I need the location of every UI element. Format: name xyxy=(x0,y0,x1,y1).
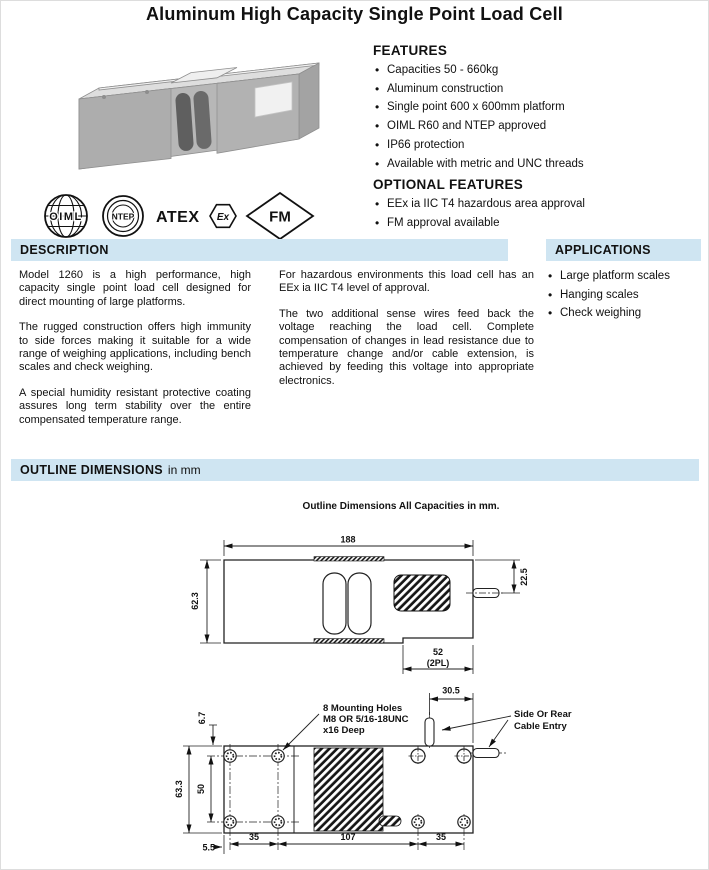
list-item: • FM approval available xyxy=(373,214,705,233)
dim-height-label: 62.3 xyxy=(190,592,200,610)
dim-hole-spacing-label: 50 xyxy=(196,783,206,795)
svg-text:x16 Deep: x16 Deep xyxy=(323,725,365,736)
cable-rear-entry xyxy=(473,749,499,758)
list-item: • Available with metric and UNC threads xyxy=(373,155,705,174)
outline-heading-suffix: in mm xyxy=(167,463,201,477)
list-item: • Check weighing xyxy=(546,304,706,323)
dim-cable-height-label: 22.5 xyxy=(519,568,529,586)
outline-dimensions-header xyxy=(11,459,699,481)
oiml-text: OIML xyxy=(49,211,83,223)
mounting-holes-note xyxy=(283,703,409,750)
product-photo xyxy=(59,57,324,195)
paragraph: For hazardous environments this load cell has an EEx ia IIC T4 level of approval. xyxy=(279,269,534,295)
applications-list xyxy=(546,267,706,323)
description-heading: DESCRIPTION xyxy=(20,243,109,257)
optional-features-heading: OPTIONAL FEATURES xyxy=(373,177,524,193)
svg-text:M8 OR 5/16-18UNC: M8 OR 5/16-18UNC xyxy=(323,714,409,725)
fm-logo xyxy=(247,193,313,239)
dim-hole-offset-label: 6.7 xyxy=(197,711,207,725)
mounting-hole xyxy=(272,816,284,828)
side-view xyxy=(190,535,529,675)
mounting-hole xyxy=(224,816,236,828)
load-pad-top xyxy=(314,557,384,561)
list-item: • Large platform scales xyxy=(546,267,706,286)
drawing-caption: Outline Dimensions All Capacities in mm. xyxy=(302,501,500,512)
paragraph: The two additional sense wires feed back the voltage reaching the load cell. Complete compensation of changes in lead resistance due to temperature change and/or cable extension, is achieved by feeding this voltage into appropriate electronics. xyxy=(279,307,534,387)
dim-cable-offset-label: 30.5 xyxy=(442,685,460,696)
dim-107-label: 107 xyxy=(340,832,356,842)
svg-text:Side Or Rear: Side Or Rear xyxy=(514,709,572,720)
dim-plan-height-label: 63.3 xyxy=(174,780,184,798)
locating-tab xyxy=(379,816,401,826)
features-list xyxy=(373,61,705,173)
list-item: • Hanging scales xyxy=(546,286,706,305)
fm-text: FM xyxy=(269,208,291,226)
outline-drawing xyxy=(1,521,709,869)
dim-pad-places-label: (2PL) xyxy=(426,658,450,668)
mounting-hole xyxy=(272,750,284,762)
certification-logos xyxy=(37,189,322,243)
list-item: • Single point 600 x 600mm platform xyxy=(373,98,705,117)
dim-35-right-label: 35 xyxy=(435,832,447,842)
svg-text:8 Mounting Holes: 8 Mounting Holes xyxy=(323,703,403,714)
list-item: • Capacities 50 - 660kg xyxy=(373,61,705,80)
paragraph: Model 1260 is a high performance, high capacity single point load cell designed for direct mounting of large platforms. xyxy=(19,269,251,308)
cable-side-entry xyxy=(425,718,434,746)
oiml-logo xyxy=(45,195,87,237)
flexure-cutout-right xyxy=(348,573,371,634)
paragraph: The rugged construction offers high immunity to side forces making it suitable for a wide range of weighing applications, including bench scales and check weighing. xyxy=(19,321,251,374)
atex-ex-text: Ex xyxy=(216,212,230,223)
list-item: • IP66 protection xyxy=(373,136,705,155)
features-heading: FEATURES xyxy=(373,43,448,58)
list-item: • Aluminum construction xyxy=(373,80,705,99)
ntep-logo xyxy=(103,196,143,236)
hatched-area-side xyxy=(394,575,450,611)
list-item: • OIML R60 and NTEP approved xyxy=(373,117,705,136)
description-column-2 xyxy=(279,269,534,400)
features-block xyxy=(373,43,705,233)
outline-heading: OUTLINE DIMENSIONS xyxy=(20,463,163,477)
svg-text:Cable Entry: Cable Entry xyxy=(514,721,567,732)
plan-view xyxy=(174,686,572,855)
dim-35-left-label: 35 xyxy=(248,832,260,842)
applications-heading: APPLICATIONS xyxy=(555,243,651,257)
applications-section-header xyxy=(546,239,701,261)
description-section-header xyxy=(11,239,508,261)
mounting-hole xyxy=(224,750,236,762)
cable-entry-note xyxy=(442,709,572,747)
flexure-cutout-left xyxy=(323,573,346,634)
hatched-area-plan xyxy=(314,748,383,831)
atex-text: ATEX xyxy=(156,209,200,226)
description-column-1 xyxy=(19,269,251,439)
mounting-hole xyxy=(458,816,470,828)
list-item: • EEx ia IIC T4 hazardous area approval xyxy=(373,195,705,214)
dim-width-label: 188 xyxy=(340,534,356,545)
mounting-hole xyxy=(412,816,424,828)
optional-features-list xyxy=(373,195,705,232)
ntep-text: NTEP xyxy=(111,211,135,222)
dim-pad-length-label: 52 xyxy=(432,647,444,657)
paragraph: A special humidity resistant protective coating assures long term stability over the entire compensated temperature range. xyxy=(19,386,251,426)
atex-logo xyxy=(156,205,236,228)
load-pad-bottom xyxy=(314,639,384,643)
page-title: Aluminum High Capacity Single Point Load Cell xyxy=(145,4,564,24)
dim-edge-offset-label: 5.5 xyxy=(202,842,215,853)
